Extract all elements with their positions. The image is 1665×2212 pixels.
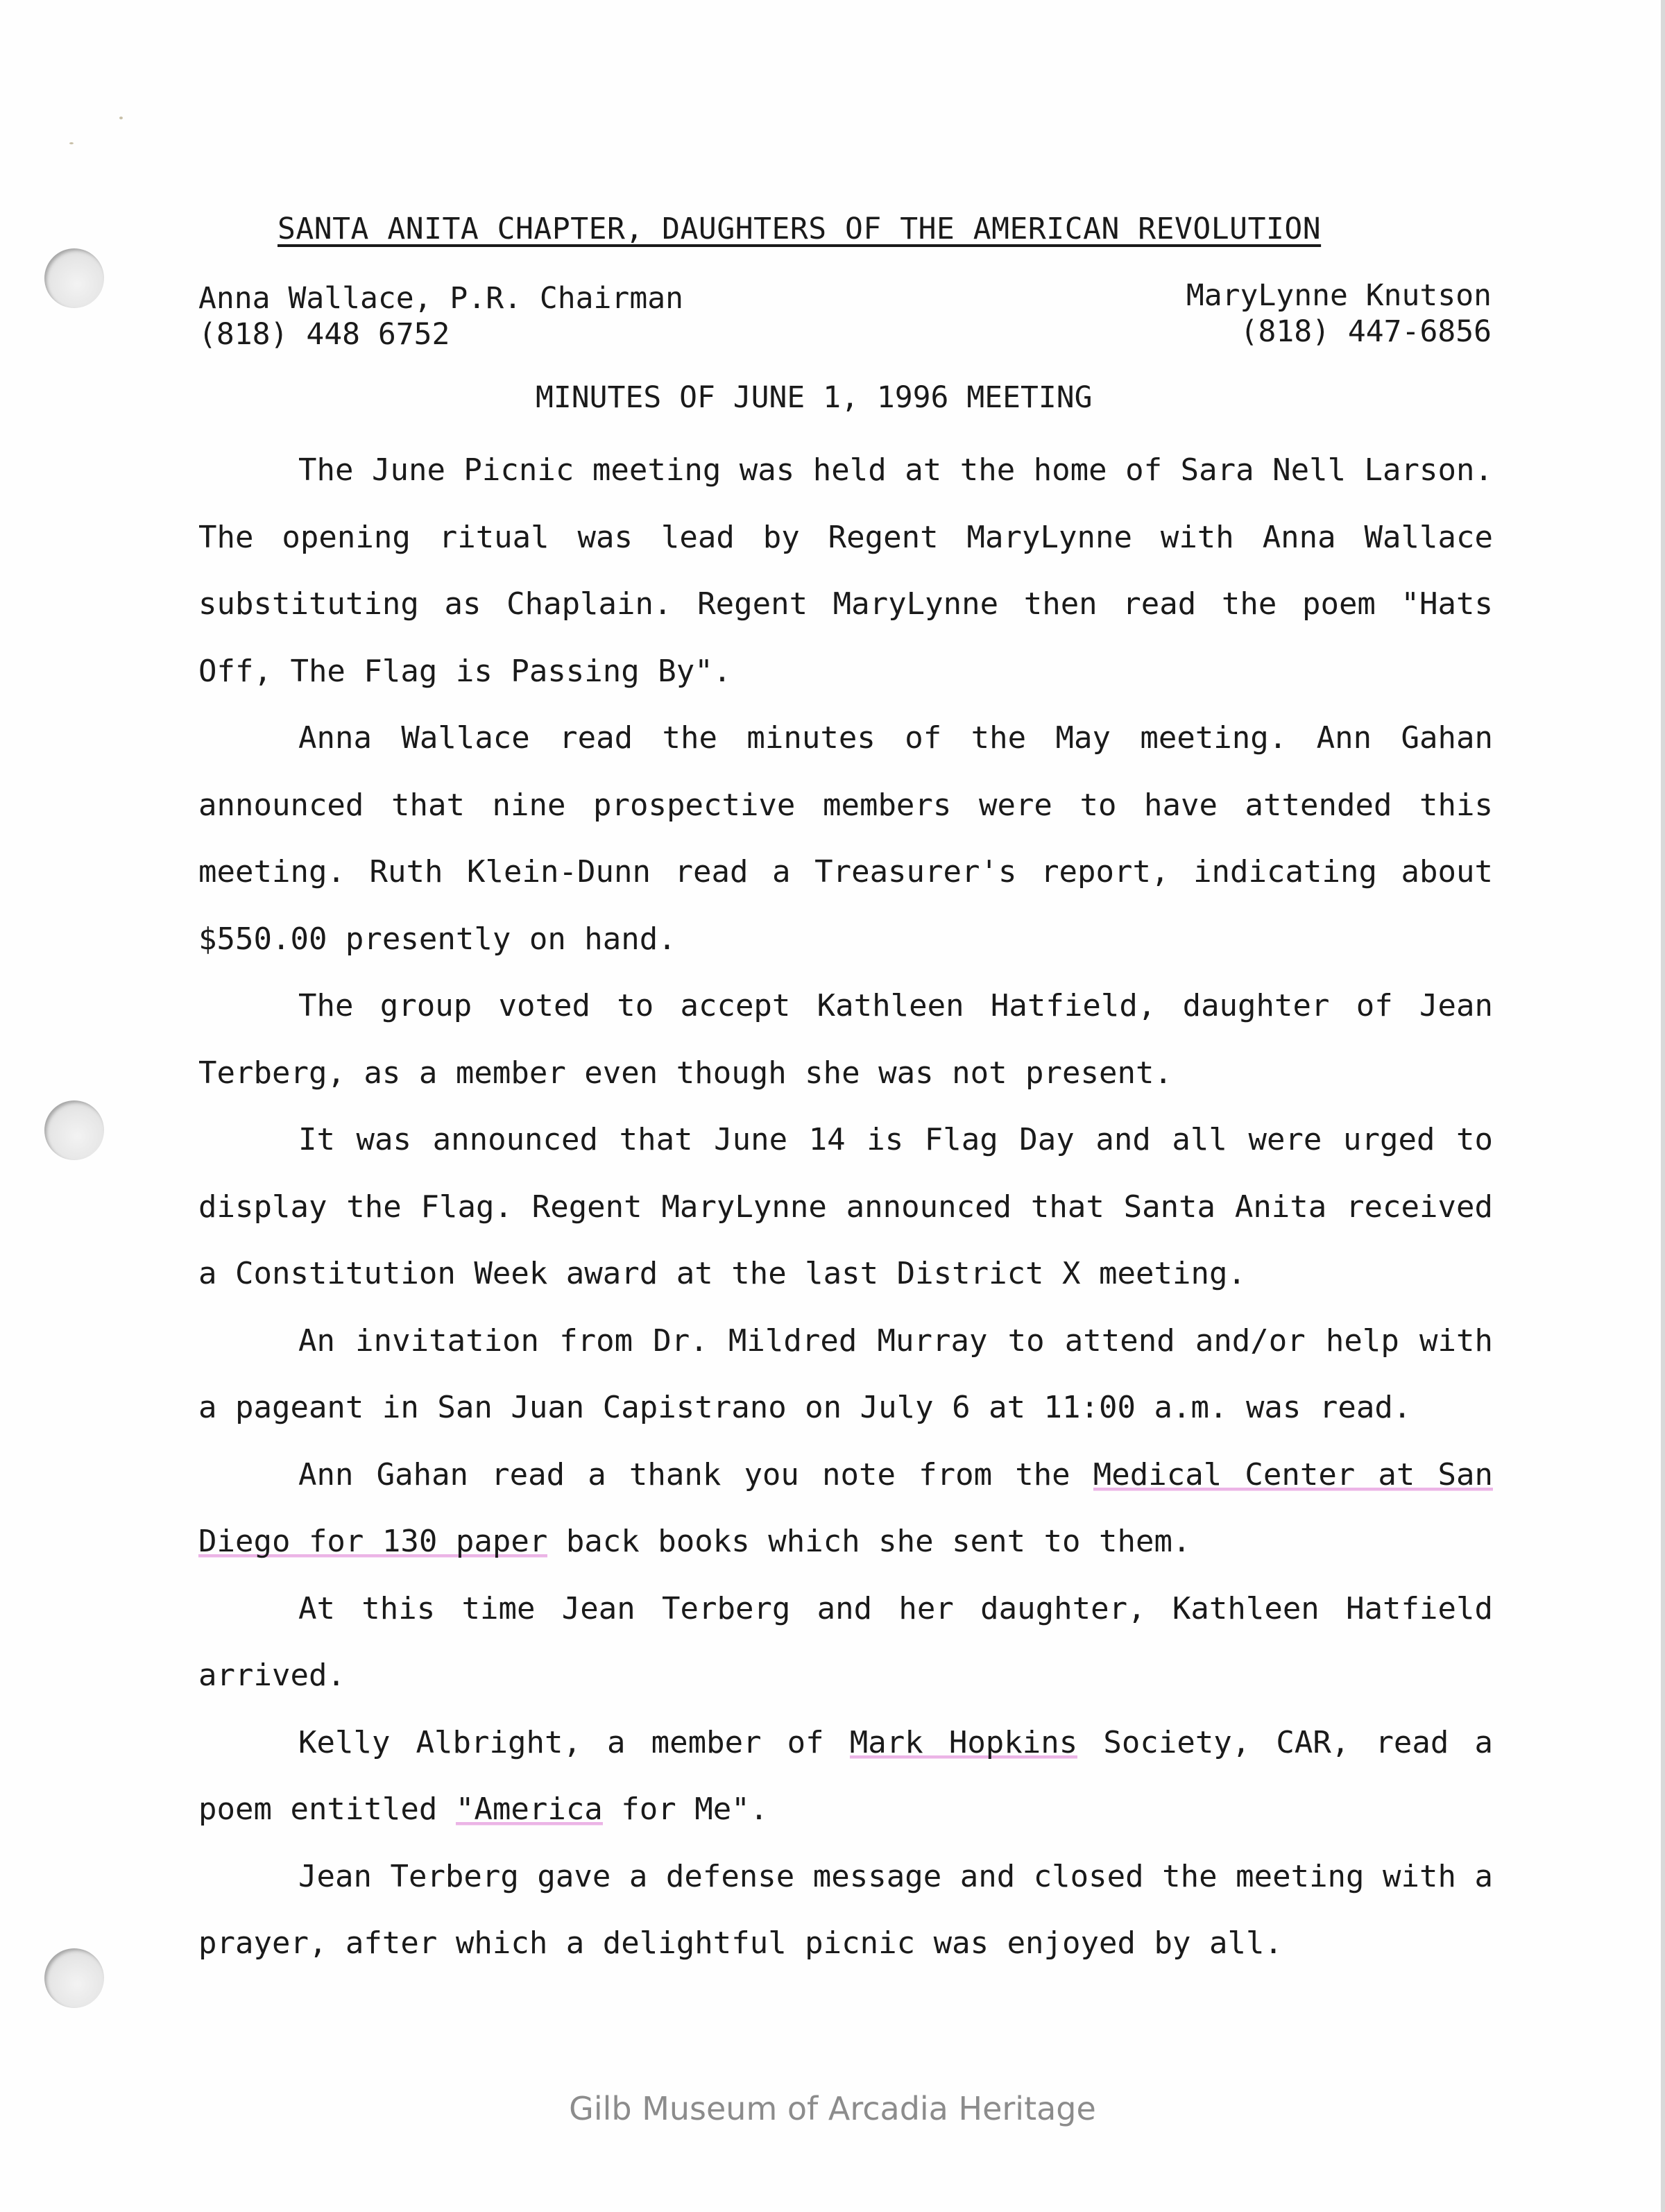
paragraph-thank-you-note xyxy=(198,1442,1493,1576)
contact-left-name: Anna Wallace, P.R. Chairman xyxy=(198,281,683,316)
paragraph-new-member: The group voted to accept Kathleen Hatfield, daughter of Jean Terberg, as a member even though she was not present. xyxy=(198,988,1493,1091)
paragraph-flag-day: It was announced that June 14 is Flag Day and all were urged to display the Flag. Regent MaryLynne announced that Santa Anita received a Constitution Week award at the last District X meeting. xyxy=(198,1122,1493,1291)
thank-you-text-start: Ann Gahan read a thank you note from the xyxy=(298,1456,1093,1492)
binder-hole-top xyxy=(44,248,104,308)
contact-right xyxy=(1186,278,1492,350)
binder-hole-middle xyxy=(44,1100,104,1160)
poem-text-end: for Me". xyxy=(602,1792,769,1827)
contact-right-phone: (818) 447-6856 xyxy=(1240,314,1492,349)
poem-text-middle: Society, CAR, read a poem entitled xyxy=(198,1724,1493,1827)
poem-text-start: Kelly Albright, a member of xyxy=(298,1724,850,1760)
page-edge xyxy=(1661,0,1665,2212)
paragraph-invitation: An invitation from Dr. Mildred Murray to attend and/or help with a pageant in San Juan Capistrano on July 6 at 11:00 a.m. was read. xyxy=(198,1322,1493,1425)
highlighted-text: "America xyxy=(455,1792,603,1827)
binder-hole-bottom xyxy=(44,1948,104,2008)
museum-watermark: Gilb Museum of Arcadia Heritage xyxy=(569,2090,1096,2127)
paragraph-opening: The June Picnic meeting was held at the home of Sara Nell Larson. The opening ritual was lead by Regent MaryLynne with Anna Wallace substituting as Chaplain. Regent MaryLynne then read the poem "Hats Off, The Flag is Passing By". xyxy=(198,452,1493,689)
thank-you-text-end: back books which she sent to them. xyxy=(547,1524,1191,1559)
minutes-body xyxy=(198,437,1493,1977)
contact-left-phone: (818) 448 6752 xyxy=(198,317,450,352)
paragraph-closing: Jean Terberg gave a defense message and closed the meeting with a prayer, after which a delightful picnic was enjoyed by all. xyxy=(198,1858,1493,1961)
paragraph-poem-reading xyxy=(198,1710,1493,1844)
minutes-title: MINUTES OF JUNE 1, 1996 MEETING xyxy=(536,380,1093,415)
chapter-heading: SANTA ANITA CHAPTER, DAUGHTERS OF THE AMERICAN REVOLUTION xyxy=(278,212,1322,246)
contact-left xyxy=(198,280,683,352)
contact-right-name: MaryLynne Knutson xyxy=(1186,278,1492,313)
paper-speck xyxy=(69,142,74,144)
paper-speck xyxy=(119,117,123,119)
paragraph-minutes-report: Anna Wallace read the minutes of the May meeting. Ann Gahan announced that nine prospective members were to have attended this meeting. Ruth Klein-Dunn read a Treasurer's report, indicating about $550.00 presently on hand. xyxy=(198,720,1493,957)
highlighted-text: Mark Hopkins xyxy=(849,1724,1078,1760)
highlighted-text: Medical Center at San Diego for 130 paper xyxy=(198,1456,1493,1559)
paragraph-arrival: At this time Jean Terberg and her daughter, Kathleen Hatfield arrived. xyxy=(198,1590,1493,1693)
